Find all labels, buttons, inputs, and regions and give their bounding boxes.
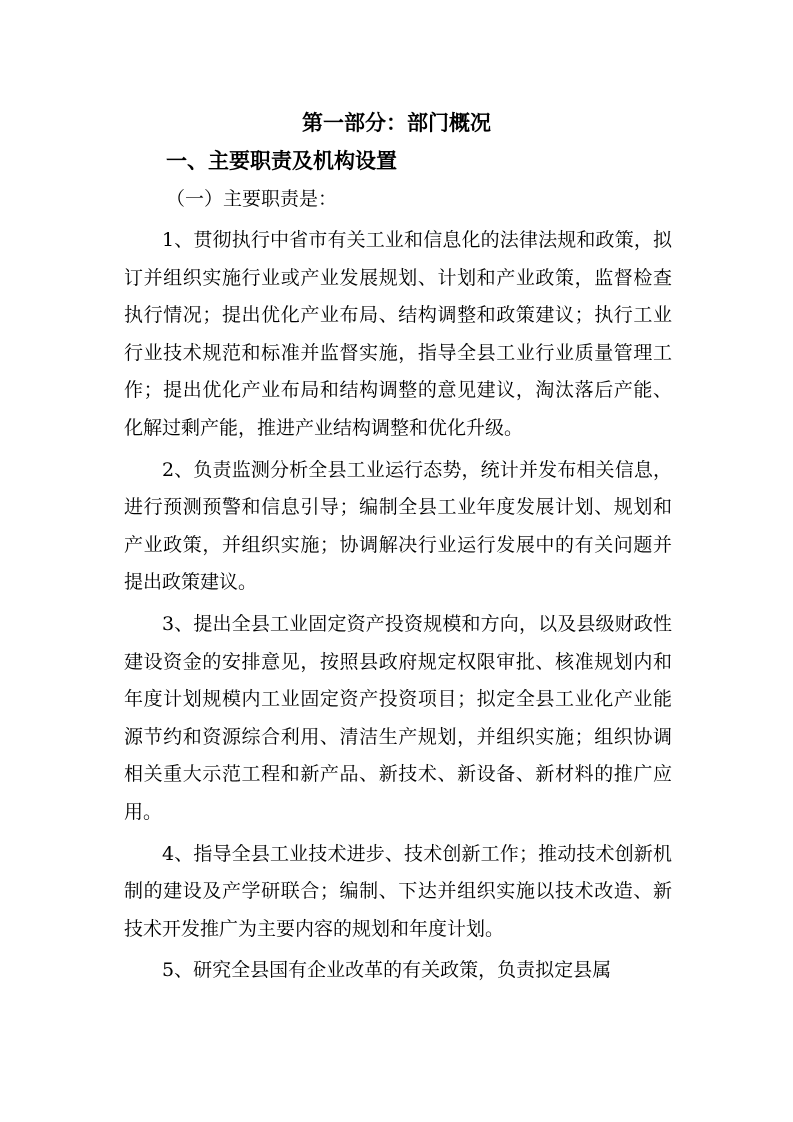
paragraph-5: 5、研究全县国有企业改革的有关政策，负责拟定县属: [162, 959, 612, 982]
paragraph-3: 3、提出全县工业固定资产投资规模和方向，以及县级财政性建设资金的安排意见，按照县政府规定权限审批、核准规划内和年度计划规模内工业固定资产投资项目；拟定全县工业化产业能源节约和资源综合利用、清洁生产规划，并组织实施；组织协调相关重大示范工程和新产品、新技术、新设备、新材料的推广应用。: [124, 612, 672, 823]
page-title: 第一部分：部门概况: [302, 111, 491, 135]
paragraph-4: 4、指导全县工业技术进步、技术创新工作；推动技术创新机制的建设及产学研联合；编制、下达并组织实施以技术改造、新技术开发推广为主要内容的规划和年度计划。: [124, 842, 672, 940]
paragraph-2: 2、负责监测分析全县工业运行态势，统计并发布相关信息，进行预测预警和信息引导；编制全县工业年度发展计划、规划和产业政策，并组织实施；协调解决行业运行发展中的有关问题并提出政策建议。: [124, 458, 672, 594]
body-text: [124, 222, 672, 994]
section-heading: 一、主要职责及机构设置: [166, 149, 397, 173]
paragraph-1: 1、贯彻执行中省市有关工业和信息化的法律法规和政策，拟订并组织实施行业或产业发展规划、计划和产业政策，监督检查执行情况；提出优化产业布局、结构调整和政策建议；执行工业行业技术规范和标准并监督实施，指导全县工业行业质量管理工作；提出优化产业布局和结构调整的意见建议，淘汰落后产能、化解过剩产能，推进产业结构调整和优化升级。: [124, 229, 672, 439]
subsection-heading: （一）主要职责是：: [166, 188, 338, 210]
